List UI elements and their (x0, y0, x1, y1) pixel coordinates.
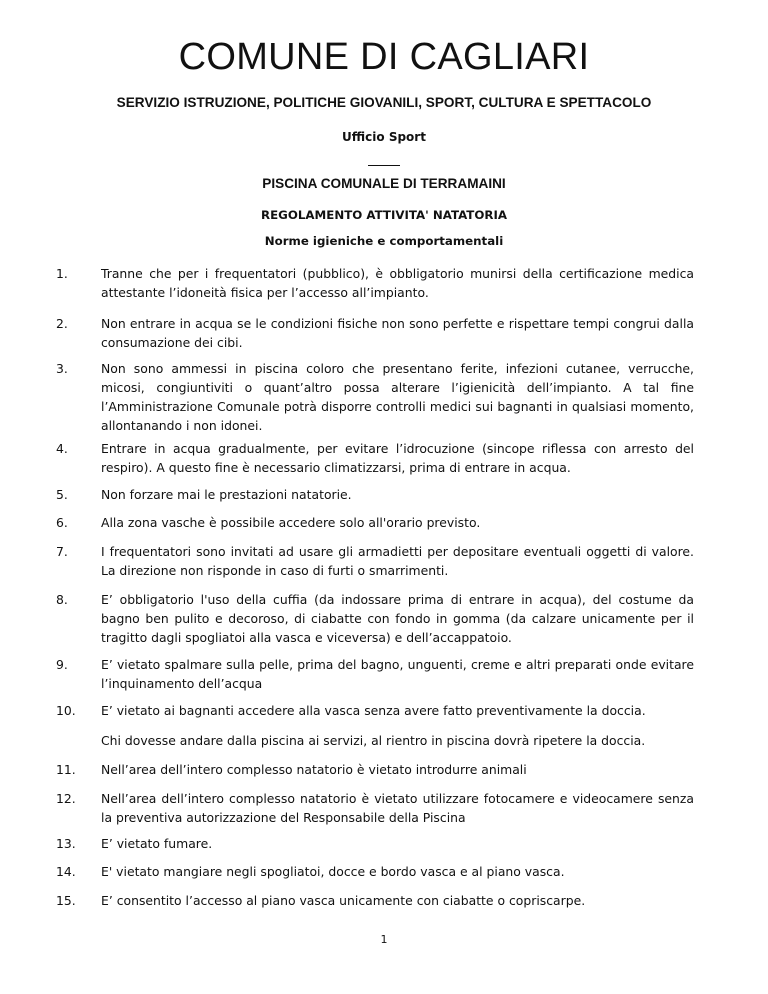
rule-text: E' vietato mangiare negli spogliatoi, docce e bordo vasca e al piano vasca. (101, 864, 565, 879)
rule-text: Non sono ammessi in piscina coloro che presentano ferite, infezioni cutanee, verrucche, micosi, congiuntiviti o quant’altro possa alterare l’igienicità dell’impianto. A tal fine l’Amministrazione Comunale potrà disporre controlli medici sui bagnanti in qualsiasi momento, allontanando i non idonei. (101, 361, 694, 433)
rule-number: 1. (56, 266, 68, 281)
rule-text: Nell’area dell’intero complesso natatorio è vietato introdurre animali (101, 762, 527, 777)
office-heading: Ufficio Sport (342, 130, 426, 144)
facility-heading: PISCINA COMUNALE DI TERRAMAINI (262, 176, 506, 191)
rule-number: 3. (56, 361, 68, 376)
rule-number: 6. (56, 515, 68, 530)
rule-number: 2. (56, 316, 68, 331)
divider-line (368, 165, 400, 166)
regulation-subtitle: Norme igieniche e comportamentali (264, 234, 504, 248)
rule-text: Entrare in acqua gradualmente, per evitare l’idrocuzione (sincope riflessa con arresto del respiro). A questo fine è necessario climatizzarsi, prima di entrare in acqua. (101, 441, 694, 475)
rule-number: 14. (56, 864, 76, 879)
rule-number: 11. (56, 762, 76, 777)
rule-number: 13. (56, 836, 76, 851)
page-number: 1 (380, 933, 388, 946)
department-heading: SERVIZIO ISTRUZIONE, POLITICHE GIOVANILI, SPORT, CULTURA E SPETTACOLO (116, 95, 652, 110)
rule-10-note: Chi dovesse andare dalla piscina ai servizi, al rientro in piscina dovrà ripetere la doccia. (101, 733, 646, 748)
rule-text: I frequentatori sono invitati ad usare gli armadietti per depositare eventuali oggetti di valore. La direzione non risponde in caso di furti o smarrimenti. (101, 544, 694, 578)
rule-text: Tranne che per i frequentatori (pubblico), è obbligatorio munirsi della certificazione medica attestante l’idoneità fisica per l’accesso all’impianto. (101, 266, 694, 300)
rule-text: Nell’area dell’intero complesso natatorio è vietato utilizzare fotocamere e videocamere senza la preventiva autorizzazione del Responsabile della Piscina (101, 791, 694, 825)
rule-number: 4. (56, 441, 68, 456)
regulation-title: REGOLAMENTO ATTIVITA' NATATORIA (261, 208, 507, 222)
rule-text: E’ vietato fumare. (101, 836, 213, 851)
rule-number: 15. (56, 893, 76, 908)
rule-number: 8. (56, 592, 68, 607)
rule-text: E’ consentito l’accesso al piano vasca unicamente con ciabatte o copriscarpe. (101, 893, 586, 908)
rule-number: 12. (56, 791, 76, 806)
rule-text: Non entrare in acqua se le condizioni fisiche non sono perfette e rispettare tempi congrui dalla consumazione dei cibi. (101, 316, 694, 350)
rule-number: 5. (56, 487, 68, 502)
rule-text: E’ obbligatorio l'uso della cuffia (da indossare prima di entrare in acqua), del costume da bagno ben pulito e decoroso, di ciabatte con fondo in gomma (da calzare unicamente per il tragitto dagli spogliatoi alla vasca e viceversa) e dell’accappatoio. (101, 592, 694, 645)
rule-text: Non forzare mai le prestazioni natatorie. (101, 487, 352, 502)
rule-text: E’ vietato ai bagnanti accedere alla vasca senza avere fatto preventivamente la doccia. (101, 703, 646, 718)
municipality-title: COMUNE DI CAGLIARI (178, 36, 590, 78)
rule-number: 10. (56, 703, 76, 718)
rule-number: 7. (56, 544, 68, 559)
rule-text: E’ vietato spalmare sulla pelle, prima del bagno, unguenti, creme e altri preparati onde evitare l’inquinamento dell’acqua (101, 657, 694, 691)
rule-number: 9. (56, 657, 68, 672)
rule-text: Alla zona vasche è possibile accedere solo all'orario previsto. (101, 515, 481, 530)
